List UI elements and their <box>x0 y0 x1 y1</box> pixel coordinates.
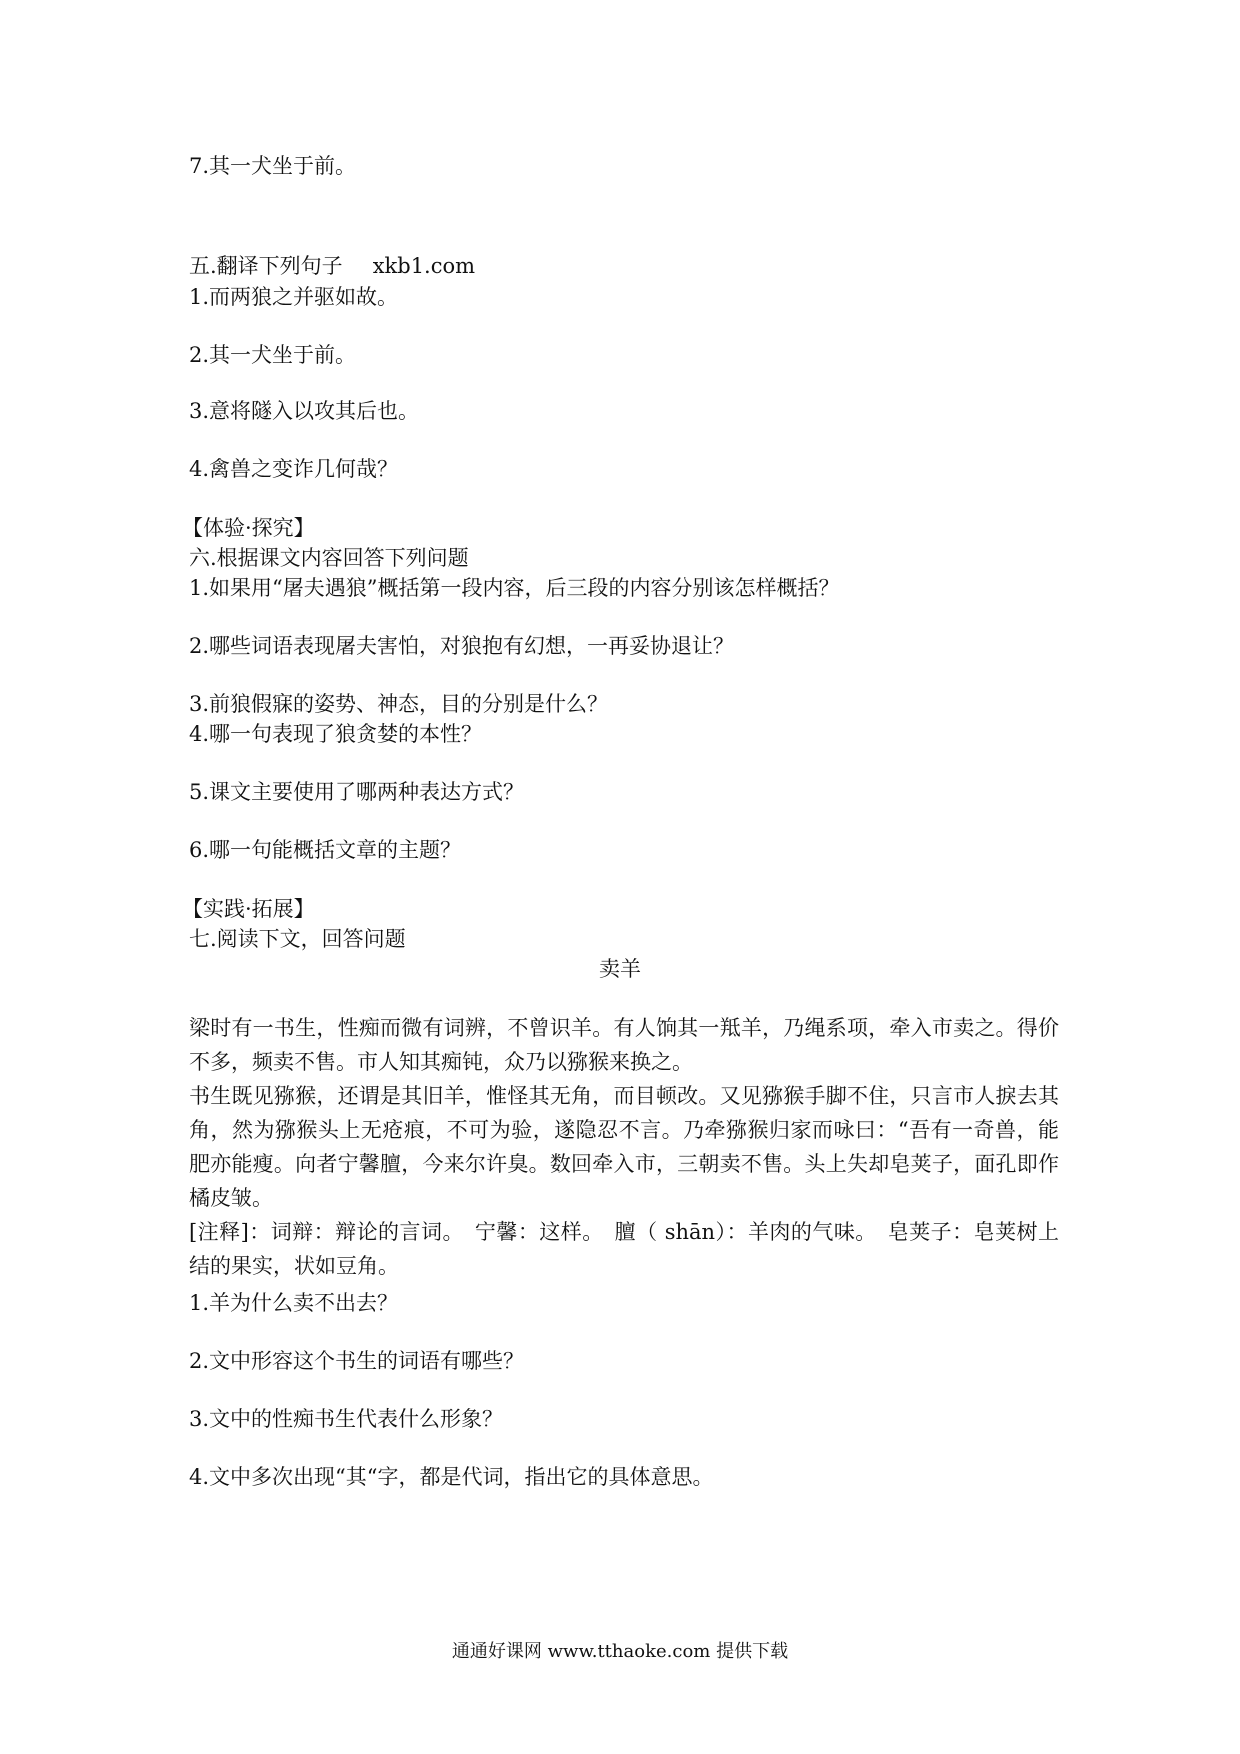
explore-question-3: 3.前狼假寐的姿势、神态，目的分别是什么？ <box>189 692 609 716</box>
explore-question-2: 2.哪些词语表现屠夫害怕，对狼抱有幻想，一再妥协退让？ <box>189 634 735 658</box>
passage-question-4: 4.文中多次出现“其“字，都是代词，指出它的具体意思。 <box>189 1465 714 1489</box>
practice-bracket-title: 【实践·拓展】 <box>182 897 315 921</box>
section5-heading: 五.翻译下列句子 <box>189 254 343 278</box>
translate-item-1: 1.而两狼之并驱如故。 <box>189 285 399 309</box>
passage-question-2: 2.文中形容这个书生的词语有哪些？ <box>189 1349 525 1373</box>
passage-question-1: 1.羊为什么卖不出去？ <box>189 1291 399 1315</box>
passage-paragraph-1: 梁时有一书生，性痴而微有词辨，不曾识羊。有人饷其一羝羊，乃绳系项，牵入市卖之。得价不多，频卖不售。市人知其痴钝，众乃以猕猴来换之。 <box>189 1016 1059 1074</box>
explore-bracket-title: 【体验·探究】 <box>182 516 315 540</box>
practice-heading: 七.阅读下文，回答问题 <box>189 927 406 951</box>
q4-item-7: 7.其一犬坐于前。 <box>189 154 357 178</box>
explore-question-6: 6.哪一句能概括文章的主题？ <box>189 838 462 862</box>
section5-heading-line <box>189 252 475 280</box>
passage-question-3: 3.文中的性痴书生代表什么形象？ <box>189 1407 504 1431</box>
passage-title: 卖羊 <box>599 957 641 981</box>
translate-item-3: 3.意将隧入以攻其后也。 <box>189 399 420 423</box>
translate-item-4: 4.禽兽之变诈几何哉？ <box>189 457 399 481</box>
passage-notes: [注释]：词辩：辩论的言词。 宁馨：这样。 膻（ shān）：羊肉的气味。 皂荚子：皂荚树上结的果实，状如豆角。 <box>189 1220 1059 1278</box>
explore-question-4: 4.哪一句表现了狼贪婪的本性？ <box>189 722 483 746</box>
watermark-link[interactable]: xkb1.com <box>372 254 476 278</box>
passage-paragraph-2: 书生既见猕猴，还谓是其旧羊，惟怪其无角，而目顿改。又见猕猴手脚不住，只言市人捩去其角，然为猕猴头上无疮痕，不可为验，遂隐忍不言。乃牵猕猴归家而咏曰：“吾有一奇兽，能肥亦能瘦。向者宁馨膻，今来尔许臭。数回牵入市，三朝卖不售。头上失却皂荚子，面孔即作橘皮皱。 <box>189 1084 1059 1210</box>
explore-heading: 六.根据课文内容回答下列问题 <box>189 546 469 570</box>
explore-question-1: 1.如果用“屠夫遇狼”概括第一段内容，后三段的内容分别该怎样概括？ <box>189 576 840 600</box>
page-footer: 通通好课网 www.tthaoke.com 提供下载 <box>451 1641 789 1662</box>
translate-item-2: 2.其一犬坐于前。 <box>189 343 357 367</box>
explore-question-5: 5.课文主要使用了哪两种表达方式？ <box>189 780 525 804</box>
